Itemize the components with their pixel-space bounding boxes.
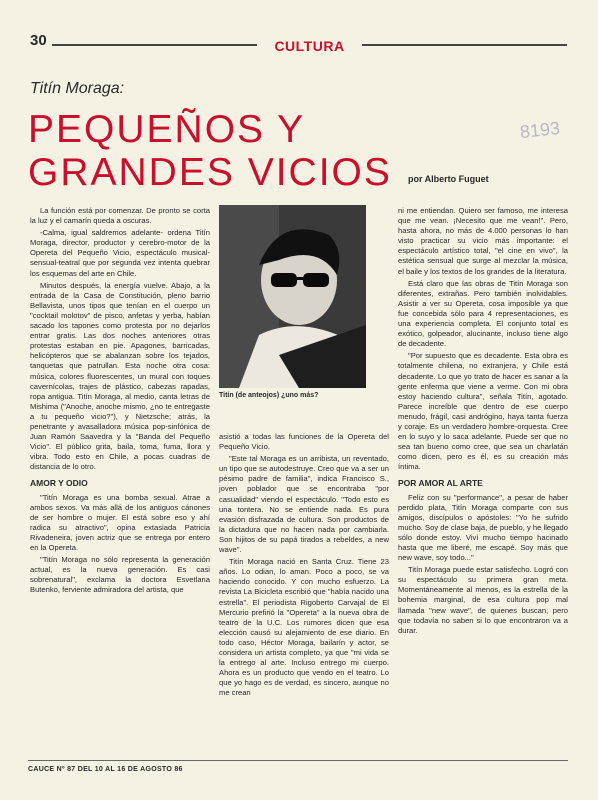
paragraph: -Calma, igual saldremos adelante- ordena Titín Moraga, director, productor y cerebro-motor de la Opereta del Pequeño Vicio, espectáculo musical-sensual-teatral que por segunda vez intenta quebrar los esquemas del arte en Chile.	[30, 228, 210, 278]
paragraph: La función está por comenzar. De pronto se corta la luz y el camarín queda a oscuras.	[30, 206, 210, 226]
column-3	[398, 206, 568, 636]
paragraph: Titín Moraga puede estar satisfecho. Logró con su espectáculo su primera gran meta. Momentáneamente al menos, es la estrella de la bohemia marginal, de esa cultura pop mal llamada "new wave", de quienes buscan, pero que todavía no saben si lo que encontraron va a durar.	[398, 565, 568, 635]
paragraph: "Titín Moraga es una bomba sexual. Atrae a ambos sexos. Va más allá de los antiguos cánones de ser hombre o mujer. El está sobre eso y ahí radica su atractivo", opina extasiada Patricia Rivadeneira, joven actriz que se entrega por entero en la Opereta.	[30, 492, 210, 552]
subhead-amor-y-odio: AMOR Y ODIO	[30, 478, 88, 489]
paragraph: Está claro que las obras de Titín Moraga son diferentes, extrañas. Pero también inolvidables. Asistir a ver su Opereta, cosa imposible ya que fue concebida sólo para 4 representaciones, es una experiencia completa. El conjunto total es exótico, golpeador, alucinante, incluso tiene algo de decadente.	[398, 278, 568, 349]
column-2	[219, 432, 389, 698]
header-rule-left	[52, 44, 257, 46]
paragraph: "Este tal Moraga es un arribista, un reventado, un tipo que se autodestruye. Creo que va a ser un pésimo padre de familia", indica Francisco S., joven poblador que se encontraba "por casualidad" viendo el espectáculo. "Todo esto es una tontera. No se entiende nada. Es pura evasión disfrazada de cultura. Son productos de la dictadura que no hacen nada por cambiarla. Son hijitos de su papá tirados a rebeldes, a new wave".	[219, 454, 389, 555]
section-label: CULTURA	[274, 38, 345, 54]
byline: por Alberto Fuguet	[408, 174, 489, 184]
headline-line-2: GRANDES VICIOS	[28, 151, 392, 194]
header-rule-right	[362, 44, 567, 46]
paragraph: "Titín Moraga no sólo representa la generación actual, es la nueva generación. Es casi sobrenatural", exclama la doctora Esvetlana Butenko, ferviente admiradora del artista, que	[30, 555, 210, 595]
portrait-photo	[219, 205, 366, 388]
footer-rule	[28, 760, 568, 761]
page-number: 30	[30, 32, 47, 49]
archive-stamp: 8193	[519, 117, 561, 143]
headline	[28, 108, 392, 194]
kicker: Titín Moraga:	[30, 80, 125, 97]
paragraph: Feliz con su "performance", a pesar de haber perdido plata, Titín Moraga comparte con sus amigos, discípulos o apóstoles: "Yo he sufrido mucho. Soy de clase baja, de pueblo, y he llegado sólo donde estoy. Viví mucho tiempo hacinado hasta que me liberé, me escapé. Soy más que new wave, soy todo..."	[398, 492, 568, 563]
paragraph: Minutos después, la energía vuelve. Abajo, a la entrada de la Casa de Constitución, pleno barrio Bellavista, unos tipos que tenían en el cuerpo un "cocktail molotov" de pisco, anfetas y yerba, habían sacado los tapones como protesta por no dejarlos entrar gratis. Las dos noches anteriores otras protestas estaban en pie. Apagones, barricadas, helicópteros que se abalanzan sobre los tejados, tanquetas que patrullan. Esta noche otra cosa: música, colores fluorescentes, un mural con toques cavernícolas, trajes de plástico, cabezas rapadas, ropa antigua. Titín Moraga, al medio, canta letras de Mishima ("Anoche, anoche mismo, ¿no te entregaste a tu pequeño vicio?"), y Nietzsche; atrás, la penetrante y avasalladora música pop-sinfónica de Juan Ramón Saavedra y la "Banda del Pequeño Vicio". El público grita, baila, toma, fuma, llora y vibra. Todo esto en Chile, a pocas cuadras de distancia de lo otro.	[30, 280, 210, 472]
photo-illustration	[219, 205, 366, 388]
paragraph: "Por supuesto que es decadente. Esta obra es totalmente chilena, no extranjera, y Chile está decadente. Lo que yo trato de hacer es sanar a la gente enferma que viene a verme. Con mi obra estoy haciendo cultura", señala Titín, agotado. Parece increíble que dentro de ese cuerpo menudo, frágil, casi andrógino, haya tanta fuerza y coraje. Es un verdadero hombre-orquesta. Cree en lo suyo y lo saca adelante. Puede ser que no sea tan bueno como cree, que sea un charlatán como dicen, pero es él, es su creación más íntima.	[398, 351, 568, 472]
paragraph: ni me entiendan. Quiero ser famoso, me interesa que me vean. ¡Necesito que me vean!". Pero, hasta ahora, no más de 4.000 personas lo han visto practicar su vicio más importante: el espectáculo artístico total, "el cine en vivo", la estética sensual que surge al mezclar la música, el baile y los textos de los grandes de la literatura.	[398, 206, 568, 276]
footer-issue-info: CAUCE Nº 87 DEL 10 AL 16 DE AGOSTO 86	[28, 766, 183, 773]
paragraph: asistió a todas las funciones de la Opereta del Pequeño Vicio.	[219, 432, 389, 452]
subhead-por-amor-al-arte: POR AMOR AL ARTE	[398, 478, 483, 489]
paragraph: Titín Moraga nació en Santa Cruz. Tiene 23 años. Lo odian, lo aman. Poco a poco, se va haciendo conocido. Y con mucho esfuerzo. La revista La Bicicleta escribió que "había nacido una estrella". El periodista Rigoberto Carvajal de El Mercurio prefirió la "Opereta" a la nueva obra de teatro de la U.C. Los rumores dicen que esa elección causó su alejamiento de ese diario. En todo caso, Héctor Moraga, bailarín y actor, se considera un artista completo, ya que "mi vida se la entrego al arte. Incluso entrego mi cuerpo. Ahora es un producto que vendo en el teatro. Lo que yo hago es de verdad, es sincero, aunque no me crean	[219, 557, 389, 698]
photo-caption: Titín (de anteojos) ¿uno más?	[219, 392, 319, 399]
column-1	[30, 206, 210, 595]
headline-line-1: PEQUEÑOS Y	[28, 108, 306, 151]
